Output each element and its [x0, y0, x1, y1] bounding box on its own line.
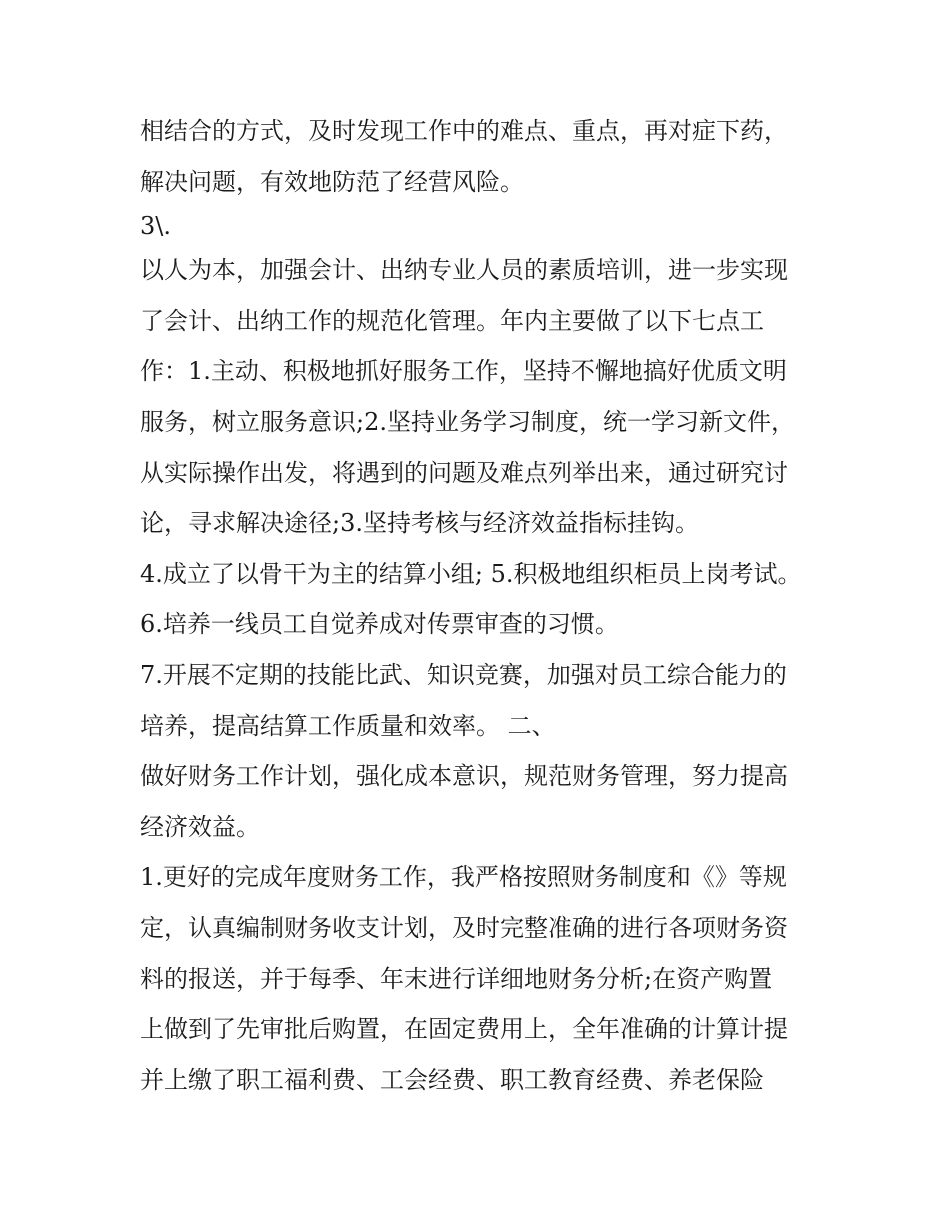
text-line: 1.更好的完成年度财务工作，我严格按照财务制度和《》等规	[140, 863, 787, 892]
body-text	[140, 106, 830, 1105]
text-line: 上做到了先审批后购置，在固定费用上，全年准确的计算计提	[140, 1015, 788, 1044]
text-line: 了会计、出纳工作的规范化管理。年内主要做了以下七点工	[140, 306, 764, 335]
text-line: 6.培养一线员工自觉养成对传票审查的习惯。	[140, 610, 619, 639]
text-line: 培养，提高结算工作质量和效率。 二、	[140, 711, 556, 740]
section-number: 3\.	[140, 212, 171, 241]
text-line: 服务，树立服务意识;2.坚持业务学习制度，统一学习新文件，	[140, 407, 795, 436]
text-line: 并上缴了职工福利费、工会经费、职工教育经费、养老保险	[140, 1065, 764, 1094]
text-line: 料的报送，并于每季、年末进行详细地财务分析;在资产购置	[140, 964, 773, 993]
text-line: 作：1.主动、积极地抓好服务工作，坚持不懈地搞好优质文明	[140, 357, 787, 386]
text-line: 7.开展不定期的技能比武、知识竞赛，加强对员工综合能力的	[140, 660, 787, 689]
text-line: 从实际操作出发，将遇到的问题及难点列举出来，通过研究讨	[140, 458, 788, 487]
text-line: 相结合的方式，及时发现工作中的难点、重点，再对症下药，	[140, 117, 788, 145]
text-line: 4.成立了以骨干为主的结算小组; 5.积极地组织柜员上岗考试。	[140, 559, 802, 588]
text-line: 做好财务工作计划，强化成本意识，规范财务管理，努力提高	[140, 762, 788, 791]
text-line: 定，认真编制财务收支计划，及时完整准确的进行各项财务资	[140, 913, 788, 942]
text-line: 经济效益。	[140, 812, 260, 841]
text-line: 以人为本，加强会计、出纳专业人员的素质培训，进一步实现	[140, 256, 788, 285]
text-line: 解决问题，有效地防范了经营风险。	[140, 167, 524, 196]
text-line: 论，寻求解决途径;3.坚持考核与经济效益指标挂钩。	[140, 509, 699, 538]
